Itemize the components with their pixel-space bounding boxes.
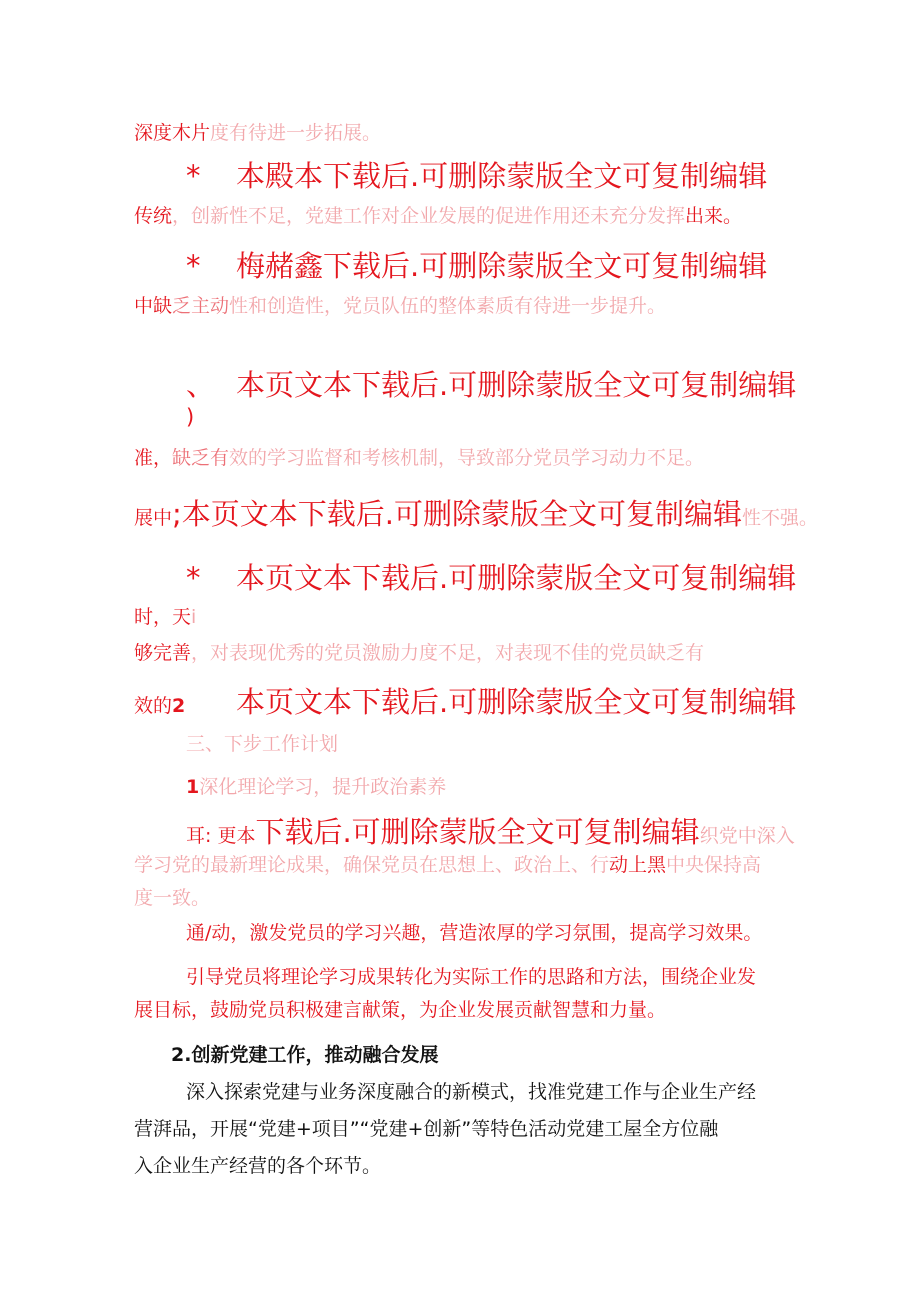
body-line-4 [134,443,704,470]
watermark-line-5 [134,680,796,721]
body-line-8 [186,810,795,851]
watermark-text: ;本页文本下载后.可删除蒙版全文可复制编辑 [172,497,743,531]
watermark-text: 本页文本下载后.可删除蒙版全文可复制编辑 [236,561,797,595]
body-line-3 [134,291,666,318]
section-heading: 三、下步工作计划 [186,733,339,755]
bullet-mark: * [186,249,201,283]
text-fragment: 动上黑 [609,854,667,876]
text-fragment: 中缺 [134,295,173,317]
watermark-text: 下载后.可删除蒙版全文可复制编辑 [255,815,700,849]
body-line-1 [134,118,381,145]
body-line-12: 引导党员将理论学习成果转化为实际工作的思路和方法，围绕企业发 [186,966,757,988]
text-fragment: 性不强。 [742,507,819,529]
text-fragment: 深度木片 [134,122,211,144]
body-line-6 [134,602,196,629]
subsection-heading-2: 2.创新党建工作，推动融合发展 [171,1044,439,1066]
watermark-line-3 [186,363,796,404]
text-fragment: i [191,606,197,628]
body-line-16: 入企业生产经营的各个环节。 [134,1155,382,1177]
text-fragment: 乏主动 [172,295,230,317]
watermark-line-4 [186,556,796,597]
text-fragment: 准， [134,447,173,469]
text-fragment: 传统 [134,205,173,227]
text-fragment: 时，天 [134,606,192,628]
paren-mark: ) [186,405,195,429]
list-number: 2 [172,695,186,717]
body-line-15: 营湃品，开展“党建+项目”“党建+创新”等特色活动党建工屋全方位融 [134,1118,719,1140]
text-fragment: ，对表现优秀的党员激励力度不足，对表现不佳的党员缺乏有 [191,642,705,664]
body-line-7 [134,638,704,665]
text-fragment: 耳: 更本 [186,825,256,847]
body-line-5 [134,492,818,533]
text-fragment: 中央保持高 [666,854,762,876]
text-fragment: 效的 [134,695,173,717]
watermark-text: 本页文本下载后.可删除蒙版全文可复制编辑 [236,685,797,719]
list-number: 1 [186,776,200,798]
subsection-heading-1 [186,772,446,799]
text-fragment: 学习党的最新理论成果，确保党员在思想上、政治上、行 [134,854,610,876]
watermark-line-2 [186,244,767,285]
text-fragment: 效的学习监督和考核机制，导致部分党员学习动力不足。 [229,447,705,469]
text-fragment: 度有待进一步拓展。 [210,122,382,144]
bullet-mark: * [186,159,201,193]
body-line-2 [134,201,742,228]
text-fragment: 性和创造性，党员队伍的整体素质有待进一步提升。 [229,295,667,317]
text-fragment: 够完善 [134,642,192,664]
text-fragment: 深化理论学习，提升政治素养 [199,776,447,798]
body-line-11: 通/动，激发党员的学习兴趣，营造浓厚的学习氛围，提高学习效果。 [186,922,763,944]
text-fragment: 缺乏有 [172,447,230,469]
bullet-mark: * [186,561,201,595]
watermark-text: 本页文本下载后.可删除蒙版全文可复制编辑 [236,368,797,402]
bullet-mark: 、 [186,368,216,402]
watermark-text: 梅赭鑫下载后.可删除蒙版全文可复制编辑 [236,249,768,283]
watermark-text: 本殿本下载后.可删除蒙版全文可复制编辑 [236,159,768,193]
body-line-9 [134,850,761,877]
body-line-14: 深入探索党建与业务深度融合的新模式，找准党建工作与企业生产经 [186,1081,757,1103]
text-fragment: 出来。 [685,205,743,227]
body-line-13: 展目标，鼓励党员积极建言献策，为企业发展贡献智慧和力量。 [134,999,667,1021]
body-line-10: 度一致。 [134,887,211,909]
text-fragment: 展中 [134,507,173,529]
text-fragment: 织党中深入 [699,825,795,847]
text-fragment: ，创新性不足，党建工作对企业发展的促进作用还未充分发挥 [172,205,686,227]
watermark-line-1 [186,154,767,195]
